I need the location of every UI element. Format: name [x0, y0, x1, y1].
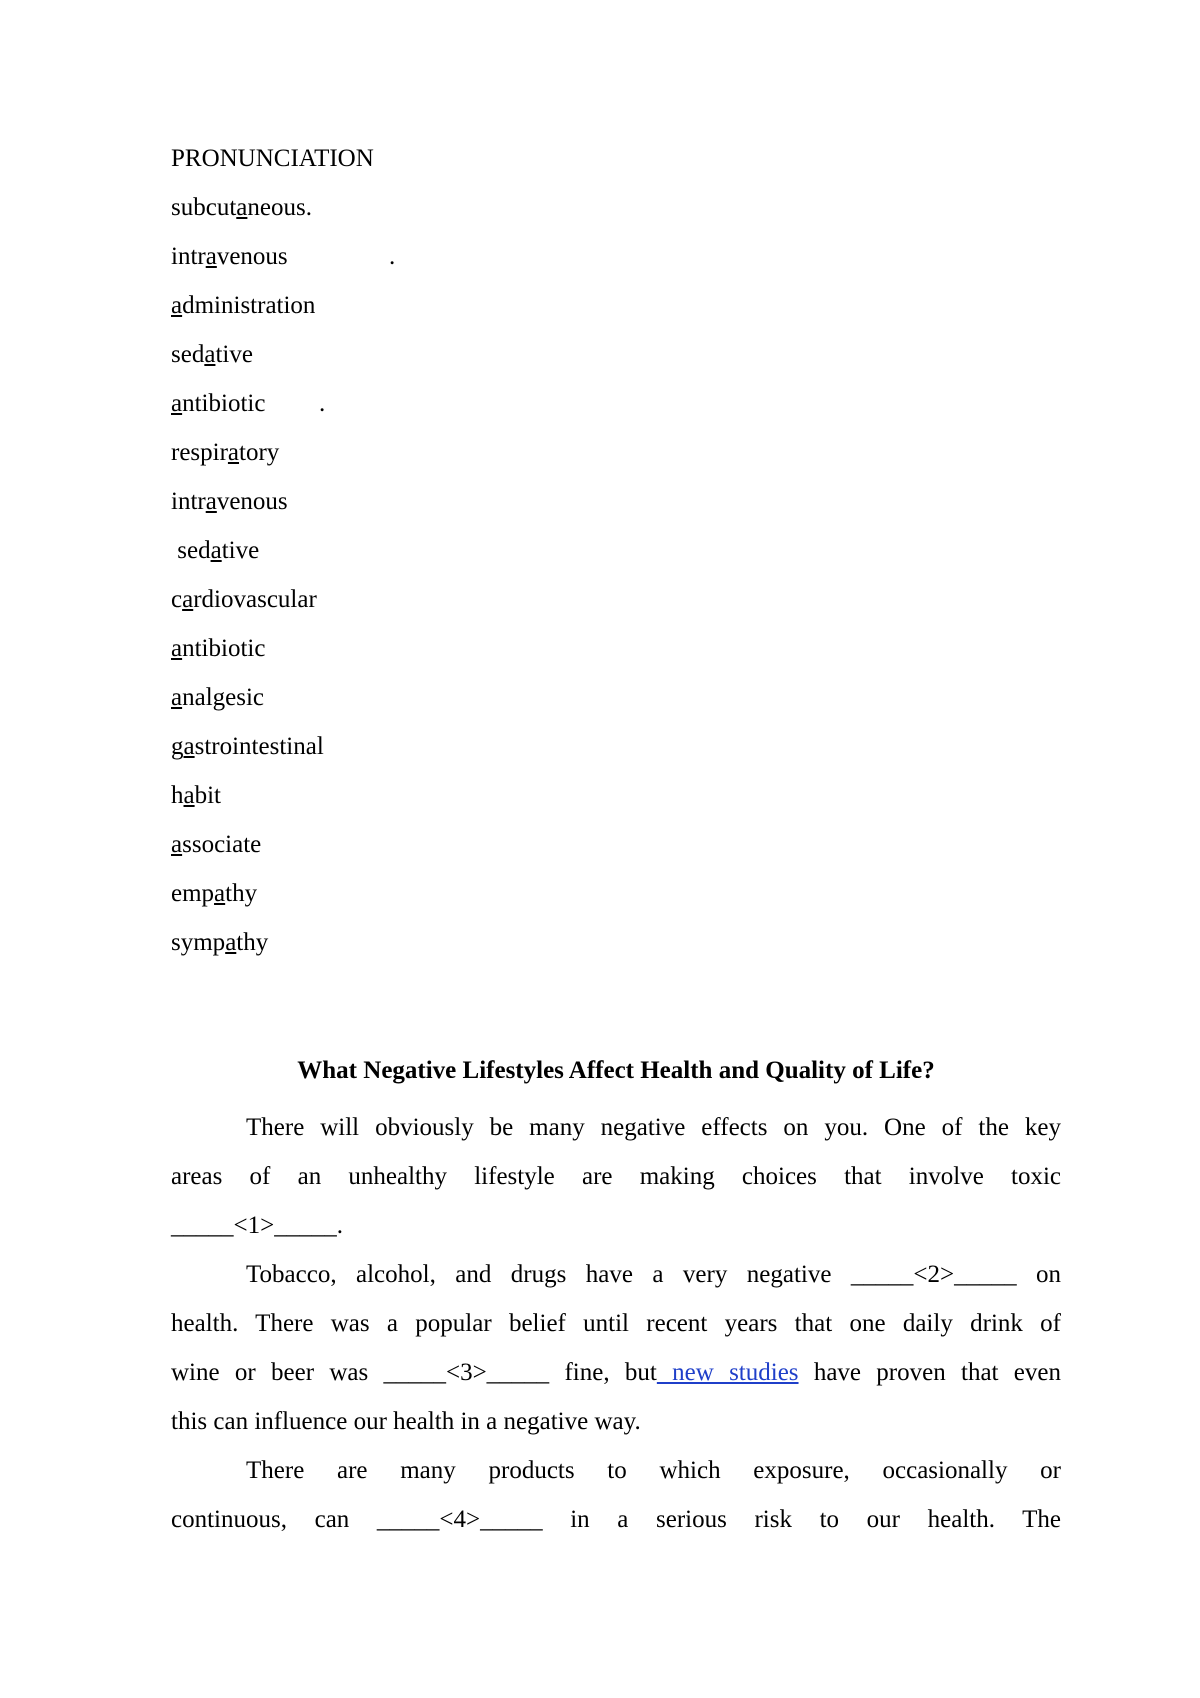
word-part: ntibiotic: [182, 635, 266, 662]
word-part: rdiovascular: [193, 586, 317, 613]
paragraph-line: Tobacco, alcohol, and drugs have a very negative _____<2>_____ on: [246, 1261, 1061, 1288]
pronunciation-word: [171, 877, 871, 926]
paragraph-2: [171, 1250, 1061, 1446]
word-part: dministration: [182, 292, 316, 319]
stressed-vowel: a: [225, 929, 237, 956]
pronunciation-word: [171, 681, 871, 730]
pronunciation-word: [171, 926, 871, 975]
word-part: nalgesic: [182, 684, 265, 711]
paragraph-line: There will obviously be many negative effects on you. One of the key: [246, 1114, 1061, 1141]
word-part: intr: [171, 243, 206, 270]
word-part: thy: [225, 880, 258, 907]
trailing-dot: .: [319, 390, 326, 417]
stressed-vowel: a: [183, 782, 195, 809]
pronunciation-word: [171, 730, 871, 779]
pronunciation-word: [171, 828, 871, 877]
article-title: What Negative Lifestyles Affect Health and Quality of Life?: [297, 1057, 935, 1084]
stressed-vowel: a: [171, 390, 183, 417]
paragraph-line: [171, 1348, 1061, 1397]
pronunciation-list: [171, 142, 871, 975]
paragraph-line: health. There was a popular belief until recent years that one daily drink of: [171, 1310, 1061, 1337]
word-part: ntibiotic: [182, 390, 266, 417]
paragraph-line: areas of an unhealthy lifestyle are making choices that involve toxic: [171, 1163, 1061, 1190]
stressed-vowel: a: [204, 341, 216, 368]
word-part: strointestinal: [194, 733, 324, 760]
word-part: ssociate: [182, 831, 262, 858]
pronunciation-word: [171, 534, 871, 583]
pronunciation-word: [171, 387, 871, 436]
stressed-vowel: a: [171, 635, 183, 662]
pronunciation-word: [171, 289, 871, 338]
word-part: emp: [171, 880, 215, 907]
pronunciation-word: [171, 240, 871, 289]
word-part: h: [171, 782, 184, 809]
stressed-vowel: a: [205, 488, 217, 515]
trailing-dot: .: [389, 243, 396, 270]
stressed-vowel: a: [171, 292, 183, 319]
word-part: venous: [216, 488, 288, 515]
paragraph-line: There are many products to which exposure, occasionally or: [246, 1457, 1061, 1484]
word-part: neous.: [247, 194, 312, 221]
word-part: bit: [194, 782, 222, 809]
paragraph-1: [171, 1103, 1061, 1250]
paragraph-line: _____<1>_____.: [171, 1212, 343, 1239]
pronunciation-word: [171, 436, 871, 485]
paragraph-text: have proven that even: [798, 1359, 1061, 1386]
paragraph-line: this can influence our health in a negative way.: [171, 1408, 641, 1435]
pronunciation-word: [171, 485, 871, 534]
word-part: g: [171, 733, 184, 760]
stressed-vowel: a: [236, 194, 248, 221]
word-part: c: [171, 586, 183, 613]
pronunciation-word: [171, 632, 871, 681]
word-part: thy: [236, 929, 269, 956]
paragraph-text: wine or beer was _____<3>_____ fine, but: [171, 1359, 657, 1386]
pronunciation-word: [171, 338, 871, 387]
pronunciation-heading: PRONUNCIATION: [171, 145, 374, 172]
new-studies-link[interactable]: new studies: [656, 1359, 799, 1386]
word-part: respir: [171, 439, 228, 466]
word-part: tive: [221, 537, 260, 564]
word-part: tory: [239, 439, 280, 466]
word-items: [171, 191, 871, 975]
paragraph-3: [171, 1446, 1061, 1544]
stressed-vowel: a: [214, 880, 226, 907]
stressed-vowel: a: [227, 439, 240, 466]
word-part: symp: [171, 929, 226, 956]
stressed-vowel: a: [182, 586, 194, 613]
word-part: intr: [171, 488, 206, 515]
pronunciation-word: [171, 779, 871, 828]
paragraph-line: continuous, can _____<4>_____ in a serious risk to our health. The: [171, 1506, 1061, 1533]
stressed-vowel: a: [210, 537, 222, 564]
word-part: venous: [216, 243, 288, 270]
pronunciation-word: [171, 191, 871, 240]
word-part: sed: [171, 537, 211, 564]
pronunciation-word: [171, 583, 871, 632]
word-part: sed: [171, 341, 205, 368]
stressed-vowel: a: [171, 831, 183, 858]
stressed-vowel: a: [171, 684, 183, 711]
word-part: tive: [215, 341, 253, 368]
word-part: subcut: [171, 194, 237, 221]
stressed-vowel: a: [205, 243, 217, 270]
stressed-vowel: a: [183, 733, 195, 760]
